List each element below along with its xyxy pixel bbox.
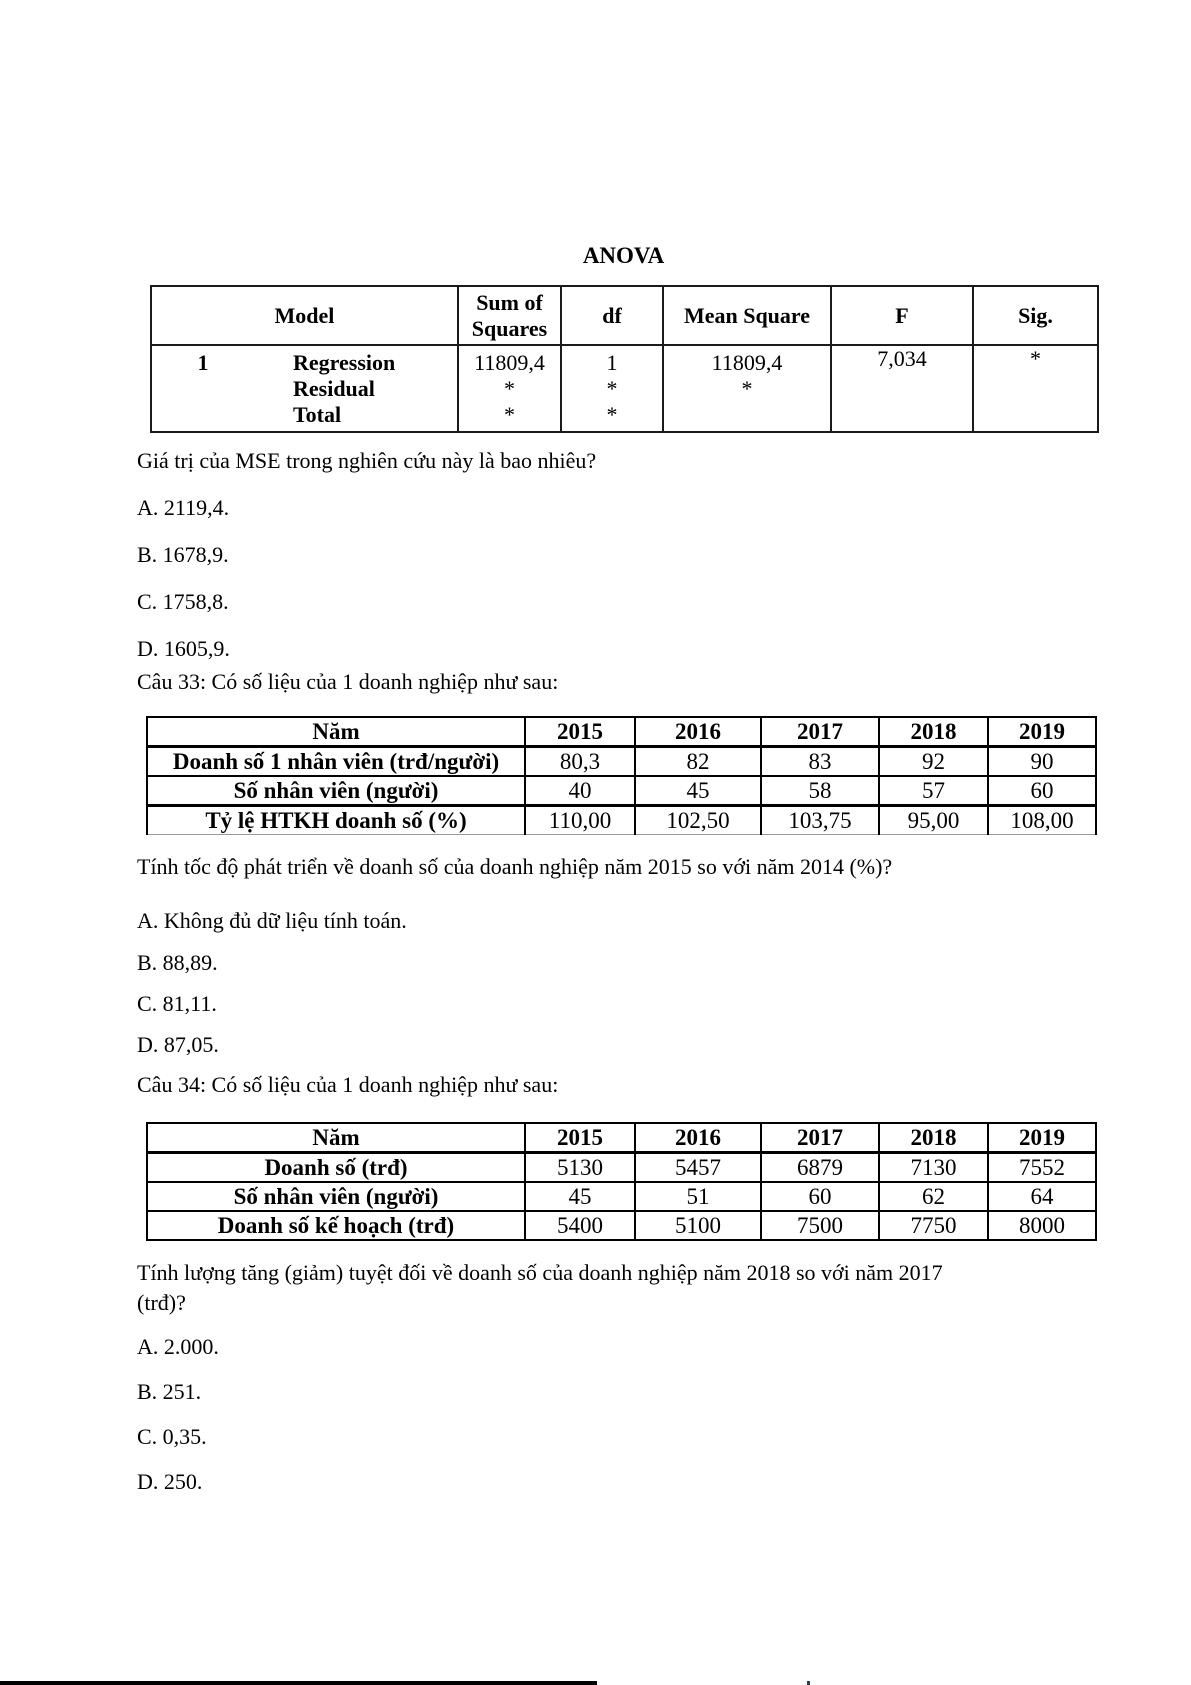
value-cell: 60: [761, 1182, 879, 1211]
q33-intro: Câu 33: Có số liệu của 1 doanh nghiệp như sau:: [137, 669, 559, 694]
value-cell: 64: [988, 1182, 1096, 1211]
value-cell: 90: [988, 747, 1096, 777]
q34-row-doanh-so-ke-hoach: [147, 1211, 1096, 1240]
q33-option-b: B. 88,89.: [137, 950, 218, 975]
value-cell: 40: [525, 776, 635, 806]
anova-mean-square-cell: [663, 345, 831, 432]
anova-header-model: Model: [151, 286, 458, 345]
q33-question: Tính tốc độ phát triển về doanh số của doanh nghiệp năm 2015 so với năm 2014 (%)?: [137, 854, 893, 879]
q33-option-d: D. 87,05.: [137, 1032, 219, 1057]
q34-option-c: C. 0,35.: [137, 1424, 207, 1449]
q34-question-line2: (trđ)?: [137, 1290, 186, 1315]
anova-data-row: [151, 345, 1098, 432]
anova-ss-line2: *: [504, 376, 515, 401]
anova-ss-line1: 11809,4: [474, 350, 545, 375]
q34-question-line1: Tính lượng tăng (giảm) tuyệt đối về doanh số của doanh nghiệp năm 2018 so với năm 2017: [137, 1260, 943, 1285]
q34-option-b: B. 251.: [137, 1379, 202, 1404]
anova-sum-of-squares-cell: [458, 345, 561, 432]
q32-question: Giá trị của MSE trong nghiên cứu này là bao nhiêu?: [137, 448, 597, 473]
value-cell: 83: [761, 747, 879, 777]
q33-header-nam: Năm: [147, 717, 525, 747]
anova-ss-line3: *: [504, 402, 515, 427]
anova-header-sum-of-squares: Sum of Squares: [458, 286, 561, 345]
value-cell: 110,00: [525, 806, 635, 835]
q33-option-c: C. 81,11.: [137, 991, 217, 1016]
q34-header-nam: Năm: [147, 1123, 525, 1153]
value-cell: 7552: [988, 1153, 1096, 1183]
value-cell: 108,00: [988, 806, 1096, 835]
value-cell: 8000: [988, 1211, 1096, 1240]
q34-intro: Câu 34: Có số liệu của 1 doanh nghiệp như sau:: [137, 1072, 559, 1097]
anova-model-number: 1: [197, 350, 209, 375]
anova-ms-line3: [664, 402, 830, 428]
value-cell: 51: [635, 1182, 761, 1211]
anova-df-line2: *: [606, 376, 618, 401]
q33-row-so-nhan-vien: [147, 776, 1096, 806]
value-cell: 5130: [525, 1153, 635, 1183]
anova-sig-cell: *: [973, 345, 1098, 432]
value-cell: 62: [879, 1182, 988, 1211]
anova-model-cell: [151, 345, 458, 432]
value-cell: 7500: [761, 1211, 879, 1240]
row-label-cell: Doanh số kế hoạch (trđ): [147, 1211, 525, 1240]
row-label-cell: Doanh số (trđ): [147, 1153, 525, 1183]
value-cell: 7130: [879, 1153, 988, 1183]
row-label-cell: Số nhân viên (người): [147, 1182, 525, 1211]
row-label-cell: Tỷ lệ HTKH doanh số (%): [147, 806, 525, 835]
anova-table: [150, 285, 1099, 433]
q34-row-so-nhan-vien: [147, 1182, 1096, 1211]
q32-option-a: A. 2119,4.: [137, 495, 230, 520]
anova-model-labels: [293, 346, 457, 428]
anova-f-cell: 7,034: [831, 345, 973, 432]
value-cell: 5400: [525, 1211, 635, 1240]
next-page-table-edge: [0, 1681, 597, 1685]
q33-row-doanh-so-1-nhan-vien: [147, 747, 1096, 777]
q32-option-c: C. 1758,8.: [137, 589, 229, 614]
anova-df-cell: [561, 345, 663, 432]
anova-model-total: Total: [293, 402, 342, 427]
q32-option-b: B. 1678,9.: [137, 542, 229, 567]
anova-table-title: ANOVA: [582, 243, 665, 268]
q33-year-2016: 2016: [635, 717, 761, 747]
q34-row-doanh-so: [147, 1153, 1096, 1183]
anova-df-line1: 1: [606, 350, 618, 375]
anova-ms-line2: *: [741, 376, 753, 401]
row-label-cell: Số nhân viên (người): [147, 776, 525, 806]
anova-header-f: F: [831, 286, 973, 345]
q33-data-table: [146, 716, 1097, 835]
stray-tick-mark: [807, 1681, 810, 1685]
anova-header-df: df: [561, 286, 663, 345]
value-cell: 58: [761, 776, 879, 806]
q34-year-2015: 2015: [525, 1123, 635, 1153]
value-cell: 102,50: [635, 806, 761, 835]
q32-option-d: D. 1605,9.: [137, 636, 230, 661]
value-cell: 95,00: [879, 806, 988, 835]
value-cell: 57: [879, 776, 988, 806]
value-cell: 5457: [635, 1153, 761, 1183]
q34-table-header-row: [147, 1123, 1096, 1153]
q34-year-2018: 2018: [879, 1123, 988, 1153]
q33-row-ty-le-htkh: [147, 806, 1096, 835]
q33-year-2017: 2017: [761, 717, 879, 747]
q33-year-2018: 2018: [879, 717, 988, 747]
q33-year-2015: 2015: [525, 717, 635, 747]
q33-table-header-row: [147, 717, 1096, 747]
value-cell: 80,3: [525, 747, 635, 777]
value-cell: 92: [879, 747, 988, 777]
q34-option-a: A. 2.000.: [137, 1334, 219, 1359]
q33-option-a: A. Không đủ dữ liệu tính toán.: [137, 908, 407, 933]
value-cell: 60: [988, 776, 1096, 806]
value-cell: 45: [525, 1182, 635, 1211]
value-cell: 82: [635, 747, 761, 777]
anova-model-residual: Residual: [293, 376, 375, 401]
anova-header-sig: Sig.: [973, 286, 1098, 345]
q33-year-2019: 2019: [988, 717, 1096, 747]
anova-header-row: [151, 286, 1098, 345]
q34-question: [137, 1258, 1007, 1318]
row-label-cell: Doanh số 1 nhân viên (trđ/người): [147, 747, 525, 777]
q34-year-2019: 2019: [988, 1123, 1096, 1153]
value-cell: 45: [635, 776, 761, 806]
anova-df-line3: *: [606, 402, 618, 427]
anova-header-mean-square: Mean Square: [663, 286, 831, 345]
value-cell: 5100: [635, 1211, 761, 1240]
value-cell: 6879: [761, 1153, 879, 1183]
q34-option-d: D. 250.: [137, 1469, 203, 1494]
q34-year-2016: 2016: [635, 1123, 761, 1153]
q34-year-2017: 2017: [761, 1123, 879, 1153]
anova-ms-line1: 11809,4: [711, 350, 783, 375]
value-cell: 103,75: [761, 806, 879, 835]
q34-data-table: [146, 1122, 1097, 1241]
anova-model-regression: Regression: [293, 350, 396, 375]
value-cell: 7750: [879, 1211, 988, 1240]
